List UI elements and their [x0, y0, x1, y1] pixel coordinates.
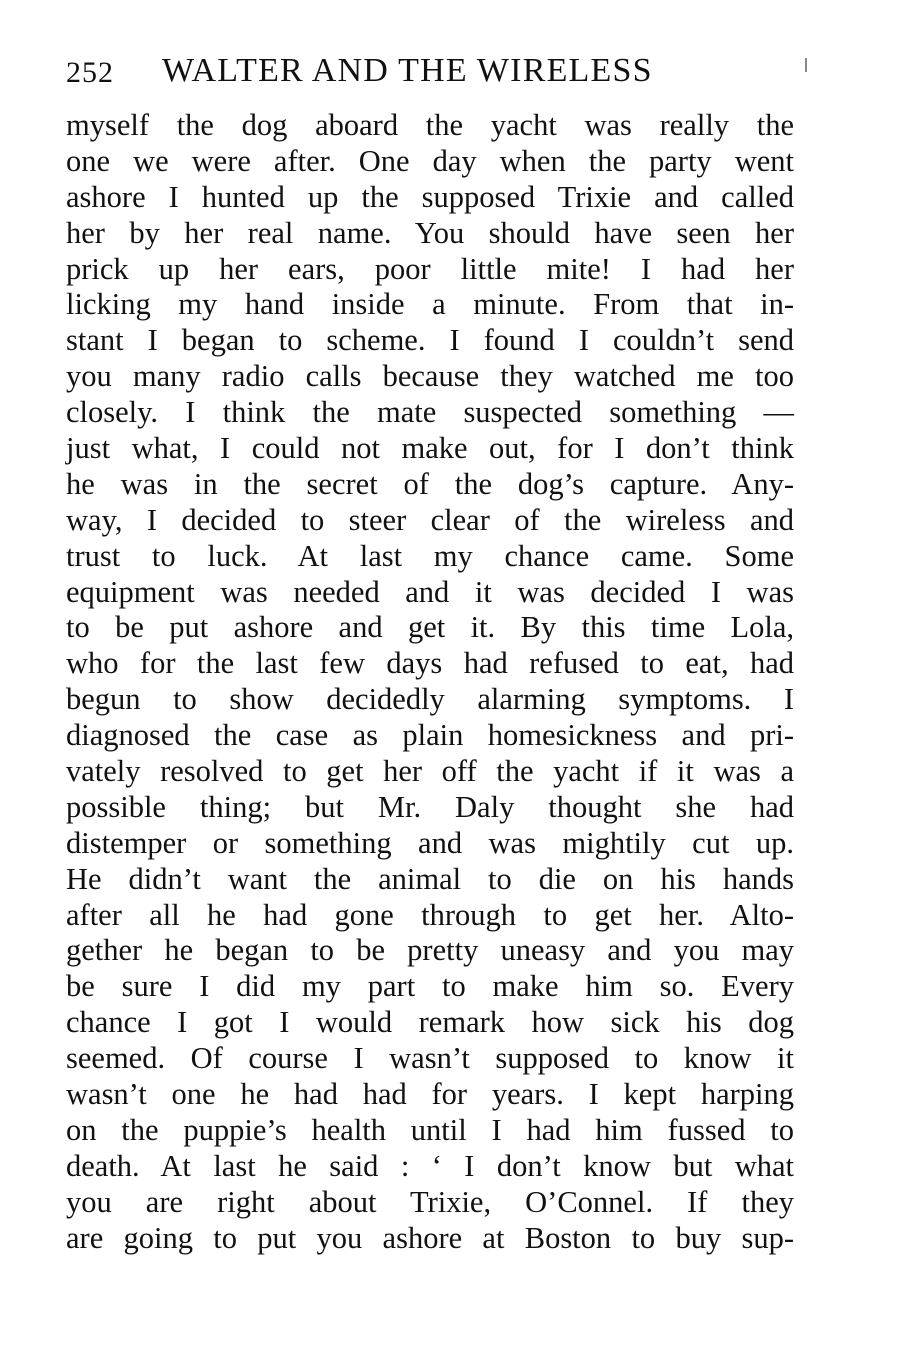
text-line: to be put ashore and get it. By this time Lola, [66, 610, 794, 645]
text-line: who for the last few days had refused to eat, had [66, 646, 794, 681]
text-line: vately resolved to get her off the yacht if it was a [66, 754, 794, 789]
text-line: equipment was needed and it was decided I was [66, 574, 794, 609]
running-title: WALTER AND THE WIRELESS [162, 52, 653, 89]
text-line: licking my hand inside a minute. From that in- [66, 287, 794, 322]
text-line: he was in the secret of the dog’s capture. Any- [66, 466, 794, 501]
text-line: begun to show decidedly alarming symptoms. I [66, 682, 794, 717]
text-line: her by her real name. You should have seen her [66, 215, 794, 250]
text-line: trust to luck. At last my chance came. Some [66, 538, 794, 573]
text-line: you many radio calls because they watched me too [66, 359, 794, 394]
text-line: after all he had gone through to get her. Alto- [66, 897, 794, 932]
text-line: seemed. Of course I wasn’t supposed to know it [66, 1041, 794, 1076]
text-line: just what, I could not make out, for I don’t think [66, 431, 794, 466]
text-line: ashore I hunted up the supposed Trixie and called [66, 179, 794, 214]
page-number: 252 [66, 56, 114, 89]
text-line: one we were after. One day when the party went [66, 143, 794, 178]
text-line: gether he began to be pretty uneasy and you may [66, 933, 794, 968]
text-line: chance I got I would remark how sick his dog [66, 1005, 794, 1040]
text-line: wasn’t one he had had for years. I kept harping [66, 1077, 794, 1112]
text-line: you are right about Trixie, O’Connel. If they [66, 1184, 794, 1219]
body-text [66, 108, 794, 1257]
text-line: are going to put you ashore at Boston to buy sup- [66, 1220, 794, 1255]
text-line: death. At last he said : ‘ I don’t know but what [66, 1148, 794, 1183]
text-line: He didn’t want the animal to die on his hands [66, 861, 794, 896]
text-line: diagnosed the case as plain homesickness and pri- [66, 718, 794, 753]
print-speck [805, 58, 807, 72]
text-line: possible thing; but Mr. Daly thought she had [66, 789, 794, 824]
text-line: distemper or something and was mightily cut up. [66, 825, 794, 860]
text-line: myself the dog aboard the yacht was really the [66, 108, 794, 142]
running-head [66, 52, 806, 96]
text-line: be sure I did my part to make him so. Every [66, 969, 794, 1004]
text-line: on the puppie’s health until I had him fussed to [66, 1112, 794, 1147]
text-line: prick up her ears, poor little mite! I had her [66, 251, 794, 286]
text-line: stant I began to scheme. I found I couldn’t send [66, 323, 794, 358]
text-line: way, I decided to steer clear of the wireless and [66, 502, 794, 537]
text-line: closely. I think the mate suspected something — [66, 395, 794, 430]
